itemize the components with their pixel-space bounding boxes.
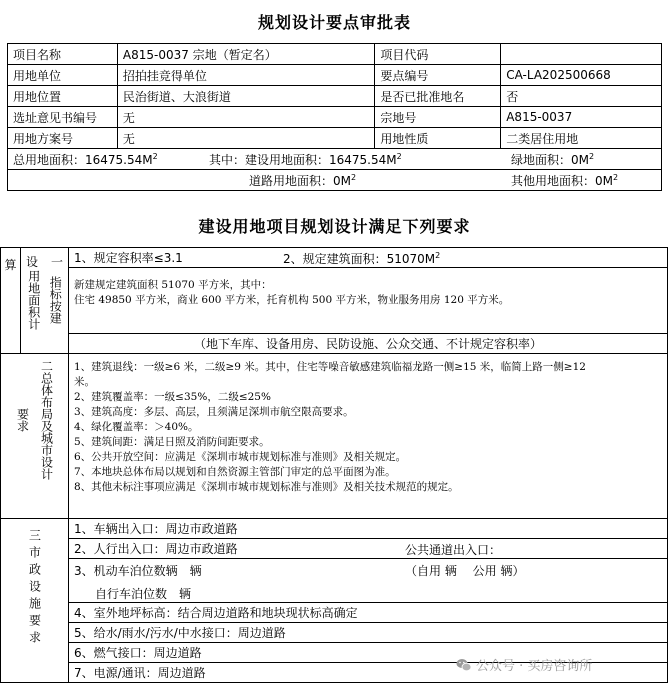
side-label: 算 bbox=[1, 248, 21, 354]
table-row bbox=[1, 559, 668, 603]
construction-area: 其中：建设用地面积：$16475.54M^2$ bbox=[209, 152, 402, 167]
table-row bbox=[1, 354, 668, 519]
wechat-icon bbox=[456, 657, 472, 673]
value-cell: 二类居住用地 bbox=[501, 128, 662, 149]
table-row bbox=[1, 603, 668, 623]
value-cell: 招拍挂竞得单位 bbox=[117, 65, 374, 86]
table-row bbox=[8, 65, 662, 86]
label-cell: 用地位置 bbox=[8, 86, 118, 107]
power-row: 7、电源/通讯：周边道路 bbox=[69, 663, 668, 683]
gfa-desc-line: 住宅 49850 平方米，商业 600 平方米，托育机构 500 平方米，物业服务用房 120 平方米。 bbox=[74, 294, 510, 306]
table-row bbox=[8, 86, 662, 107]
public-passage: 公共通道出入口： bbox=[405, 543, 502, 557]
value-cell: CA-LA202500668 bbox=[501, 65, 662, 86]
value-cell: 民治街道、大浪街道 bbox=[117, 86, 374, 107]
gfa-text: 2、规定建筑面积：$51070M^2$ bbox=[283, 251, 441, 266]
parking-row bbox=[69, 559, 668, 603]
list-item: 7、本地块总体布局以规划和自然资源主管部门审定的总平面图为准。 bbox=[74, 466, 396, 478]
bike-parking: 自行车泊位数 辆 bbox=[95, 587, 192, 601]
requirements-table bbox=[0, 247, 668, 683]
list-item: 4、绿化覆盖率：＞40%。 bbox=[74, 421, 199, 433]
other-area: 其他用地面积：$0M^2$ bbox=[511, 173, 619, 188]
area-summary-row bbox=[8, 149, 662, 170]
value-cell: 否 bbox=[501, 86, 662, 107]
list-item: 米。 bbox=[74, 376, 95, 388]
table-row bbox=[8, 44, 662, 65]
value-cell: A815-0037 bbox=[501, 107, 662, 128]
table-row bbox=[1, 268, 668, 334]
label-cell: 项目代码 bbox=[375, 44, 501, 65]
water-row: 5、给水/雨水/污水/中水接口：周边道路 bbox=[69, 623, 668, 643]
total-area: 总用地面积：$16475.54M^2$ bbox=[13, 151, 158, 167]
table-row bbox=[8, 170, 662, 191]
sec1-label: 设 一 用地面积计 指标按建 bbox=[21, 248, 69, 354]
road-area: 道路用地面积：$0M^2$ bbox=[249, 173, 357, 188]
list-item: 5、建筑间距：满足日照及消防间距要求。 bbox=[74, 436, 270, 448]
label-cell: 宗地号 bbox=[375, 107, 501, 128]
not-counted-note: （地下车库、设备用房、民防设施、公众交通、不计规定容积率） bbox=[69, 334, 668, 354]
list-item: 1、建筑退线：一级≥6 米，二级≥9 米。其中，住宅等噪音敏感建筑临福龙路一侧≥15 米，临简上路一侧≥12 bbox=[74, 361, 586, 373]
list-item: 8、其他未标注事项应满足《深圳市城市规划标准与准则》及相关技术规范的规定。 bbox=[74, 481, 459, 493]
label-cell: 用地方案号 bbox=[8, 128, 118, 149]
page-title: 规划设计要点审批表 bbox=[257, 13, 411, 32]
gas-row: 6、燃气接口：周边道路 bbox=[69, 643, 668, 663]
value-cell: A815-0037 宗地（暂定名） bbox=[117, 44, 374, 65]
label-cell: 是否已批准地名 bbox=[375, 86, 501, 107]
table-row bbox=[1, 248, 668, 268]
list-item: 2、建筑覆盖率：一级≤35%，二级≤25% bbox=[74, 391, 271, 403]
pedestrian-row bbox=[69, 539, 668, 559]
table-row bbox=[1, 334, 668, 354]
label-cell: 选址意见书编号 bbox=[8, 107, 118, 128]
approval-table bbox=[7, 43, 662, 191]
table-row bbox=[8, 107, 662, 128]
table-row bbox=[1, 539, 668, 559]
watermark-text: 公众号 · 买房咨询所 bbox=[476, 659, 593, 674]
label-cell: 项目名称 bbox=[8, 44, 118, 65]
table-row bbox=[1, 623, 668, 643]
pedestrian-entrance: 2、人行出入口：周边市政道路 bbox=[74, 542, 238, 556]
table-row bbox=[8, 149, 662, 170]
sec2-items bbox=[69, 354, 668, 519]
parking-split: （自用 辆 公用 辆） bbox=[405, 564, 525, 578]
green-area: 绿地面积：$0M^2$ bbox=[511, 152, 595, 167]
area-summary-row-2 bbox=[8, 170, 662, 191]
sec3-label: 三市政设施要求 bbox=[1, 519, 69, 683]
far-text: 1、规定容积率≤3.1 bbox=[74, 251, 183, 265]
list-item: 6、公共开放空间：应满足《深圳市城市规划标准与准则》及相关规定。 bbox=[74, 451, 407, 463]
value-cell: 无 bbox=[117, 128, 374, 149]
section-title: 建设用地项目规划设计满足下列要求 bbox=[198, 217, 471, 236]
value-cell bbox=[501, 44, 662, 65]
far-row bbox=[69, 248, 668, 268]
table-row bbox=[1, 519, 668, 539]
label-cell: 用地性质 bbox=[375, 128, 501, 149]
elevation-row: 4、室外地坪标高：结合周边道路和地块现状标高确定 bbox=[69, 603, 668, 623]
motor-parking: 3、机动车泊位数辆 辆 bbox=[74, 564, 202, 578]
value-cell: 无 bbox=[117, 107, 374, 128]
gfa-desc-line: 新建规定建筑面积 51070 平方米，其中： bbox=[74, 279, 272, 291]
gfa-description bbox=[69, 268, 668, 334]
sec2-label: 要求 二总体布局及城市设计 bbox=[1, 354, 69, 519]
watermark bbox=[456, 655, 592, 674]
vehicle-entrance: 1、车辆出入口：周边市政道路 bbox=[69, 519, 668, 539]
label-cell: 要点编号 bbox=[375, 65, 501, 86]
list-item: 3、建筑高度：多层、高层，且须满足深圳市航空限高要求。 bbox=[74, 406, 354, 418]
table-row bbox=[8, 128, 662, 149]
label-cell: 用地单位 bbox=[8, 65, 118, 86]
